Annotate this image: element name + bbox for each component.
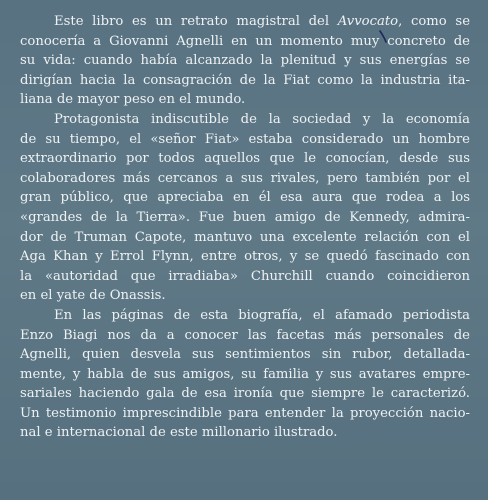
paragraph-1-line-4: dirigían hacia la consagración de la Fiat como la industria ita- (20, 72, 470, 88)
paragraph-3-line-6: Un testimonio imprescindible para entender la proyección nacio- (20, 405, 470, 421)
paragraph-3-line-3: Agnelli, quien desvela sus sentimientos sin rubor, detallada- (20, 347, 470, 363)
paragraph-1 (20, 12, 470, 110)
paragraph-2-line-5: gran público, que apreciaba en él esa aura que rodea a los (20, 190, 470, 206)
paragraph-1-line-5: liana de mayor peso en el mundo. (20, 92, 246, 108)
paragraph-2-line-3: extraordinario por todos aquellos que le conocían, desde sus (20, 151, 470, 167)
paragraph-3 (20, 306, 470, 443)
paragraph-3-line-5: sariales haciendo gala de esa ironía que siempre le caracterizó. (20, 386, 470, 402)
paragraph-3-line-1: En las páginas de esta biografía, el afamado periodista (54, 307, 470, 323)
paragraph-2-line-10: en el yate de Onassis. (20, 288, 166, 304)
paragraph-2-line-6: «grandes de la Tierra». Fue buen amigo de Kennedy, admira- (20, 209, 470, 225)
paragraph-1-line-1: Este libro es un retrato magistral del Avvocato, como se (54, 14, 471, 29)
paragraph-3-line-7: nal e internacional de este millonario ilustrado. (20, 425, 338, 441)
avvocato-italic: Avvocato (337, 14, 399, 29)
paragraph-2-line-8: Aga Khan y Errol Flynn, entre otros, y se quedó fascinado con (20, 249, 470, 265)
paragraph-2-line-7: dor de Truman Capote, mantuvo una excelente relación con el (20, 229, 470, 245)
blurb-text (20, 12, 470, 443)
paragraph-1-line-3: su vida: cuando había alcanzado la plenitud y sus energías se (20, 53, 470, 69)
paragraph-2-line-2: de su tiempo, el «señor Fiat» estaba considerado un hombre (20, 131, 470, 147)
paragraph-2-line-9: la «autoridad que irradiaba» Churchill cuando coincidieron (20, 268, 470, 284)
paragraph-2-line-4: colaboradores más cercanos a sus rivales, pero también por el (20, 170, 470, 186)
paragraph-1-line-2: conocería a Giovanni Agnelli en un momento muy concreto de (20, 33, 470, 49)
paragraph-2-line-1: Protagonista indiscutible de la sociedad y la economía (54, 111, 470, 127)
paragraph-2 (20, 110, 470, 306)
paragraph-3-line-2: Enzo Biagi nos da a conocer las facetas más personales de (20, 327, 470, 343)
pen-mark-icon (378, 30, 388, 44)
paragraph-3-line-4: mente, y habla de sus amigos, su familia y sus avatares empre- (20, 366, 470, 382)
